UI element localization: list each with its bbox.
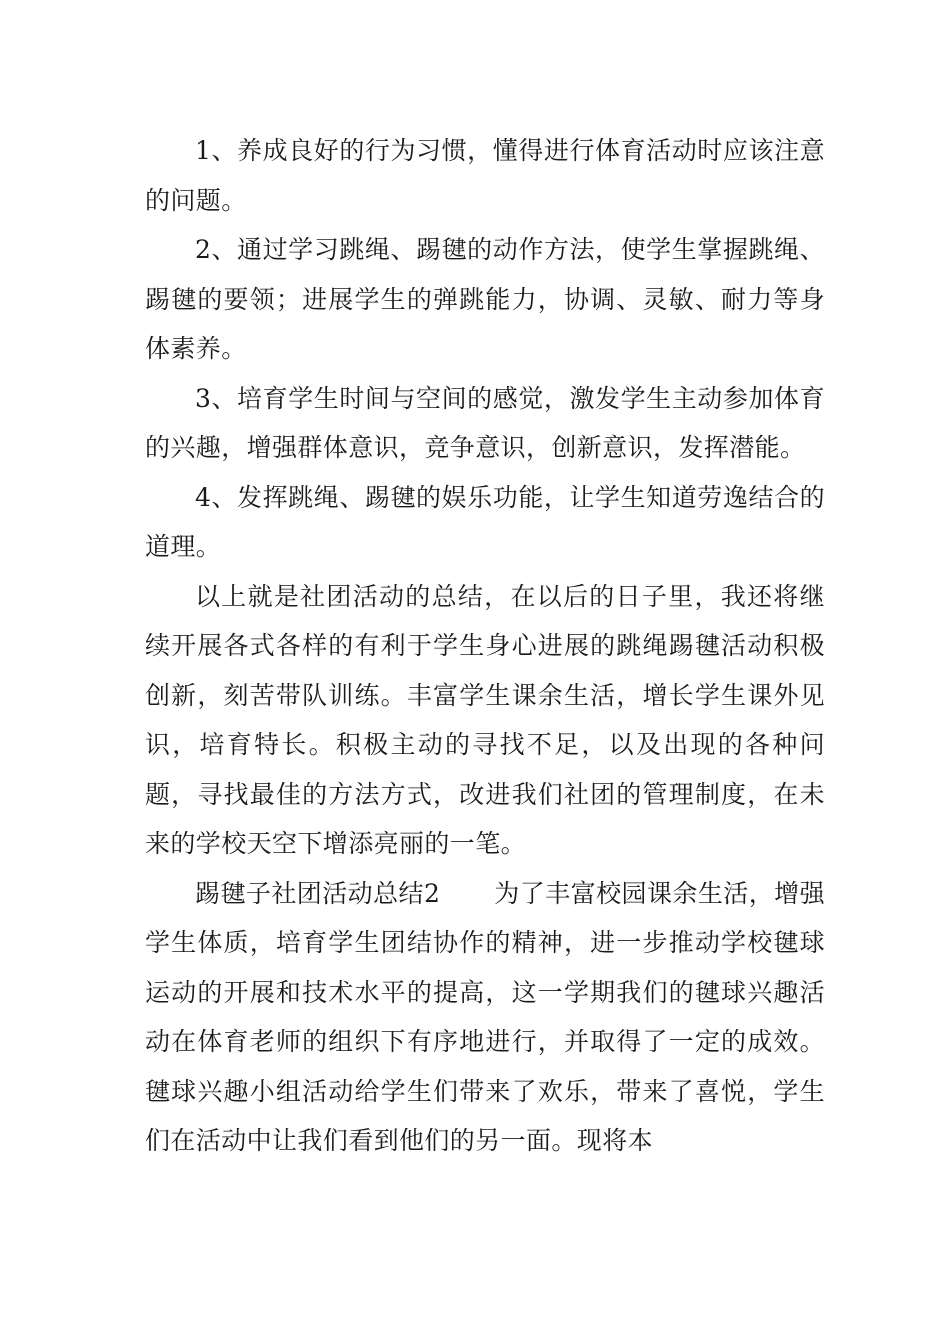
section-title: 踢毽子社团活动总结2: [195, 878, 441, 908]
paragraph-goal-3: 3、培育学生时间与空间的感觉，激发学生主动参加体育的兴趣，增强群体意识，竞争意识，创新意识，发挥潜能。: [145, 383, 825, 462]
document-body: [145, 126, 825, 1166]
paragraph-goal-4: 4、发挥跳绳、踢毽的娱乐功能，让学生知道劳逸结合的道理。: [145, 482, 825, 561]
paragraph-goal-1: 1、养成良好的行为习惯，懂得进行体育活动时应该注意的问题。: [145, 136, 825, 215]
paragraph-section-2: [145, 869, 825, 1166]
section-body: 为了丰富校园课余生活，增强学生体质，培育学生团结协作的精神，进一步推动学校毽球运动的开展和技术水平的提高，这一学期我们的毽球兴趣活动在体育老师的组织下有序地进行，并取得了一定的成效。毽球兴趣小组活动给学生们带来了欢乐，带来了喜悦，学生们在活动中让我们看到他们的另一面。现将本: [145, 878, 825, 1155]
paragraph-goal-2: 2、通过学习跳绳、踢毽的动作方法，使学生掌握跳绳、踢毽的要领；进展学生的弹跳能力，协调、灵敏、耐力等身体素养。: [145, 235, 825, 363]
paragraph-summary: 以上就是社团活动的总结，在以后的日子里，我还将继续开展各式各样的有利于学生身心进展的跳绳踢毽活动积极创新，刻苦带队训练。丰富学生课余生活，增长学生课外见识，培育特长。积极主动的寻找不足，以及出现的各种问题，寻找最佳的方法方式，改进我们社团的管理制度，在未来的学校天空下增添亮丽的一笔。: [145, 581, 825, 858]
